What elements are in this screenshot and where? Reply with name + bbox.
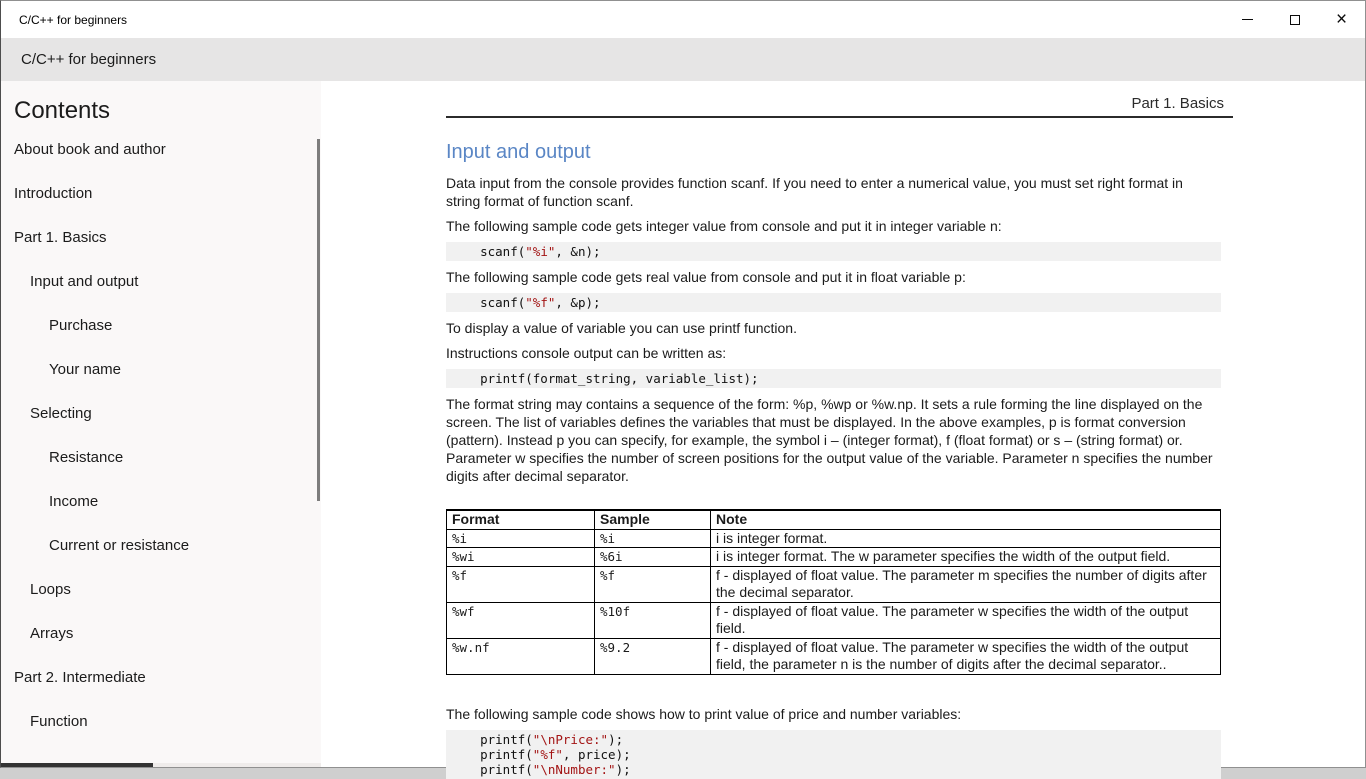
sidebar-item-introduction[interactable]: Introduction [14, 184, 93, 202]
table-cell: f - displayed of float value. The parameter w specifies the width of the output field. [711, 602, 1221, 638]
format-table [446, 509, 1221, 675]
table-cell: %wi [447, 548, 595, 567]
code-block [446, 369, 1221, 388]
sidebar-item-purchase[interactable]: Purchase [49, 316, 113, 334]
sidebar-horizontal-scrollbar-thumb[interactable] [1, 763, 153, 767]
content-blocks [446, 174, 1233, 779]
window-controls [1224, 1, 1365, 38]
table-cell: %i [595, 529, 711, 548]
table-header-cell: Sample [595, 510, 711, 529]
table-cell: %wf [447, 602, 595, 638]
code-line: scanf("%i", &n); [450, 244, 601, 259]
table-cell: %i [447, 529, 595, 548]
app-header [1, 38, 1365, 81]
table-cell: %f [595, 566, 711, 602]
close-icon: × [1335, 9, 1348, 30]
paragraph: The format string may contains a sequence of the form: %p, %wp or %w.np. It sets a rule forming the line displayed on the screen. The list of variables defines the variables that must be displayed. In the above examples, p is format conversion (pattern). Instead p you can specify, for example, the symbol i – (integer format), f (float format) or s – (string format) or. Parameter w specifies the number of screen positions for the output value of the variable. Parameter n specifies the number digits after decimal separator. [446, 396, 1213, 484]
code-line: printf("\nPrice:"); [450, 731, 624, 747]
table-header-cell: Format [447, 510, 595, 529]
paragraph: The following sample code shows how to print value of price and number variables: [446, 705, 962, 722]
sidebar-item-arrays[interactable]: Arrays [30, 624, 74, 642]
code-line: printf("\nNumber:"); [450, 761, 631, 777]
code-line: scanf("%f", &p); [450, 295, 601, 310]
table-cell: i is integer format. The w parameter specifies the width of the output field. [711, 548, 1221, 567]
code-line: printf("%f", price); [450, 746, 631, 762]
code-string-token: "%f" [525, 295, 556, 310]
table-row [447, 529, 1221, 548]
sidebar-horizontal-scrollbar[interactable] [1, 763, 321, 767]
contents-list [1, 127, 321, 743]
table-header-cell: Note [711, 510, 1221, 529]
code-block [446, 293, 1221, 312]
sidebar-item-function[interactable]: Function [30, 712, 88, 730]
content-inner [446, 95, 1233, 779]
table-cell: %w.nf [447, 638, 595, 674]
window-body [1, 81, 1365, 777]
table-cell: %6i [595, 548, 711, 567]
table-cell: %10f [595, 602, 711, 638]
code-string-token: "%i" [525, 244, 556, 259]
paragraph: Instructions console output can be written as: [446, 345, 727, 361]
paragraph: The following sample code gets real value from console and put it in float variable p: [446, 269, 966, 285]
table-cell: i is integer format. [711, 529, 1221, 548]
titlebar [1, 1, 1365, 38]
sidebar-item-part-1-basics[interactable]: Part 1. Basics [14, 228, 107, 246]
table-cell: f - displayed of float value. The parameter w specifies the width of the output field, the parameter n is the number of digits after the decimal separator.. [711, 638, 1221, 674]
table-row [447, 548, 1221, 567]
table-row [447, 566, 1221, 602]
paragraph: The following sample code gets integer value from console and put it in integer variable n: [446, 218, 1002, 234]
code-block [446, 730, 1221, 779]
content-pane [321, 81, 1365, 777]
table-cell: %f [447, 566, 595, 602]
header-rule [446, 116, 1233, 118]
table-header-row [447, 510, 1221, 529]
window-title: C/C++ for beginners [19, 12, 128, 27]
sidebar-item-input-and-output[interactable]: Input and output [30, 272, 139, 290]
minimize-button[interactable] [1224, 1, 1271, 38]
code-string-token: "\nPrice:" [532, 731, 609, 747]
table-row [447, 638, 1221, 674]
sidebar-vertical-scrollbar-thumb[interactable] [317, 139, 320, 501]
sidebar-item-part-2-intermediate[interactable]: Part 2. Intermediate [14, 668, 146, 686]
table-cell: f - displayed of float value. The parameter m specifies the number of digits after the decimal separator. [711, 566, 1221, 602]
part-label: Part 1. Basics [1131, 95, 1224, 112]
maximize-icon [1290, 15, 1300, 25]
minimize-icon [1242, 19, 1253, 20]
close-button[interactable] [1318, 1, 1365, 38]
app-header-title: C/C++ for beginners [21, 51, 157, 68]
code-block [446, 242, 1221, 261]
table-cell: %9.2 [595, 638, 711, 674]
contents-sidebar [1, 81, 321, 767]
paragraph: To display a value of variable you can use printf function. [446, 320, 797, 336]
sidebar-item-selecting[interactable]: Selecting [30, 404, 92, 422]
contents-heading: Contents [14, 97, 111, 124]
code-line: printf(format_string, variable_list); [450, 371, 759, 386]
sidebar-item-about-book-and-author[interactable]: About book and author [14, 140, 166, 158]
code-string-token: "%f" [532, 746, 563, 762]
section-title: Input and output [446, 141, 591, 163]
sidebar-item-your-name[interactable]: Your name [49, 360, 121, 378]
sidebar-item-current-or-resistance[interactable]: Current or resistance [49, 536, 190, 554]
paragraph: Data input from the console provides function scanf. If you need to enter a numerical value, you must set right format in string format of function scanf. [446, 175, 1183, 209]
maximize-button[interactable] [1271, 1, 1318, 38]
code-string-token: "\nNumber:" [532, 761, 616, 777]
sidebar-item-resistance[interactable]: Resistance [49, 448, 124, 466]
sidebar-item-loops[interactable]: Loops [30, 580, 71, 598]
sidebar-item-income[interactable]: Income [49, 492, 99, 510]
table-row [447, 602, 1221, 638]
